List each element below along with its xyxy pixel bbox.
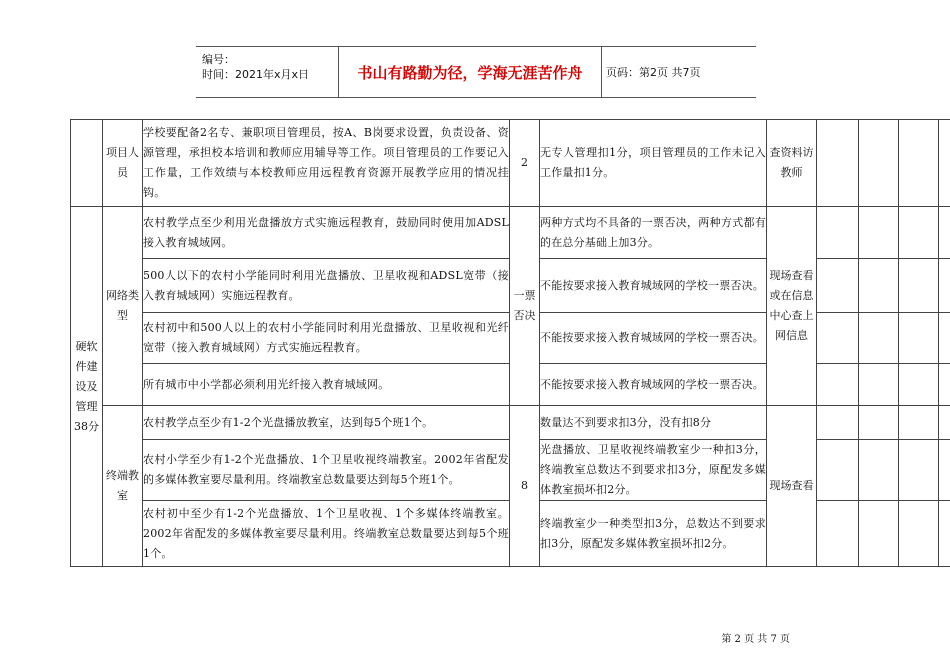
- blank-cell: [859, 406, 899, 440]
- content-cell: 农村初中和500人以上的农村小学能同时利用光盘播放、卫星收视和光纤宽带（接入教育城域网）方式实施远程教育。: [143, 313, 510, 364]
- blank-cell: [817, 120, 859, 207]
- blank-cell: [859, 313, 899, 364]
- content-cell: 农村教学点至少利用光盘播放方式实施远程教育，鼓励同时使用加ADSL接入教育城域网。: [143, 207, 510, 259]
- blank-cell: [817, 406, 859, 440]
- blank-cell: [817, 313, 859, 364]
- content-cell: 500人以下的农村小学能同时利用光盘播放、卫星收视和ADSL宽带（接入教育城域网）实施远程教育。: [143, 259, 510, 313]
- time-label: 时间：2021年x月x日: [202, 68, 310, 81]
- criteria-cell: 终端教室少一种类型扣3分，总数达不到要求扣3分，原配发多媒体教室损坏扣2分。: [540, 501, 767, 567]
- evaluation-table: [70, 119, 950, 567]
- criteria-cell: 无专人管理扣1分，项目管理员的工作未记入工作量扣1分。: [540, 120, 767, 207]
- blank-cell: [817, 364, 859, 406]
- blank-cell: [939, 501, 950, 567]
- method-cell: 查资料访教师: [767, 120, 817, 207]
- blank-cell: [939, 440, 950, 501]
- number-label: 编号：: [202, 53, 235, 66]
- category-cell: 硬软件建设及管理38分: [71, 207, 103, 567]
- header-motto: 书山有路勤为径，学海无涯苦作舟: [338, 47, 602, 97]
- blank-cell: [939, 406, 950, 440]
- blank-cell: [899, 313, 939, 364]
- method-cell: 现场查看: [767, 406, 817, 567]
- criteria-cell: 两种方式均不具备的一票否决，两种方式都有的在总分基础上加3分。: [540, 207, 767, 259]
- blank-cell: [939, 313, 950, 364]
- content-cell: 农村小学至少有1-2个光盘播放、1个卫星收视终端教室。2002年省配发的多媒体教室要尽量利用。终端教室总数量要达到每5个班1个。: [143, 440, 510, 501]
- header-meta: [196, 47, 338, 97]
- category-cell-empty: [71, 120, 103, 207]
- content-cell: 农村初中至少有1-2个光盘播放、1个卫星收视、1个多媒体终端教室。2002年省配发的多媒体教室要尽量利用。终端教室总数量要达到每5个班1个。: [143, 501, 510, 567]
- blank-cell: [899, 207, 939, 259]
- blank-cell: [939, 120, 950, 207]
- table-row: [71, 406, 950, 440]
- blank-cell: [859, 259, 899, 313]
- score-cell: 2: [510, 120, 540, 207]
- blank-cell: [817, 259, 859, 313]
- criteria-cell: 不能按要求接入教育城域网的学校一票否决。: [540, 259, 767, 313]
- criteria-cell: 不能按要求接入教育城域网的学校一票否决。: [540, 364, 767, 406]
- score-cell: 8: [510, 406, 540, 567]
- blank-cell: [859, 207, 899, 259]
- criteria-cell: 不能按要求接入教育城域网的学校一票否决。: [540, 313, 767, 364]
- blank-cell: [899, 259, 939, 313]
- item-cell: 终端教室: [103, 406, 143, 567]
- method-cell: 现场查看或在信息中心查上网信息: [767, 207, 817, 406]
- blank-cell: [939, 259, 950, 313]
- blank-cell: [817, 501, 859, 567]
- blank-cell: [899, 406, 939, 440]
- blank-cell: [899, 501, 939, 567]
- blank-cell: [939, 207, 950, 259]
- blank-cell: [899, 440, 939, 501]
- blank-cell: [859, 120, 899, 207]
- blank-cell: [817, 440, 859, 501]
- content-cell: 农村教学点至少有1-2个光盘播放教室，达到每5个班1个。: [143, 406, 510, 440]
- blank-cell: [899, 120, 939, 207]
- criteria-cell: 数量达不到要求扣3分，没有扣8分: [540, 406, 767, 440]
- table-row: [71, 120, 950, 207]
- content-cell: 学校要配备2名专、兼职项目管理员，按A、B岗要求设置，负责设备、资源管理，承担校本培训和教师应用辅导等工作。项目管理员的工作要记入工作量，工作效绩与本校教师应用远程教育资源开展教学应用的情况挂钩。: [143, 120, 510, 207]
- page-footer: 第 2 页 共 7 页: [721, 634, 790, 645]
- criteria-cell: 光盘播放、卫星收视终端教室少一种扣3分，终端教室总数达不到要求扣3分，原配发多媒体教室损坏扣2分。: [540, 440, 767, 501]
- item-cell: 网络类型: [103, 207, 143, 406]
- blank-cell: [859, 501, 899, 567]
- blank-cell: [817, 207, 859, 259]
- page-header: [196, 46, 756, 98]
- blank-cell: [859, 440, 899, 501]
- item-cell: 项目人员: [103, 120, 143, 207]
- blank-cell: [899, 364, 939, 406]
- content-cell: 所有城市中小学都必须利用光纤接入教育城域网。: [143, 364, 510, 406]
- blank-cell: [939, 364, 950, 406]
- score-cell: 一票否决: [510, 207, 540, 406]
- blank-cell: [859, 364, 899, 406]
- table-row: [71, 207, 950, 259]
- header-page-label: 页码：第2页 共7页: [606, 66, 701, 79]
